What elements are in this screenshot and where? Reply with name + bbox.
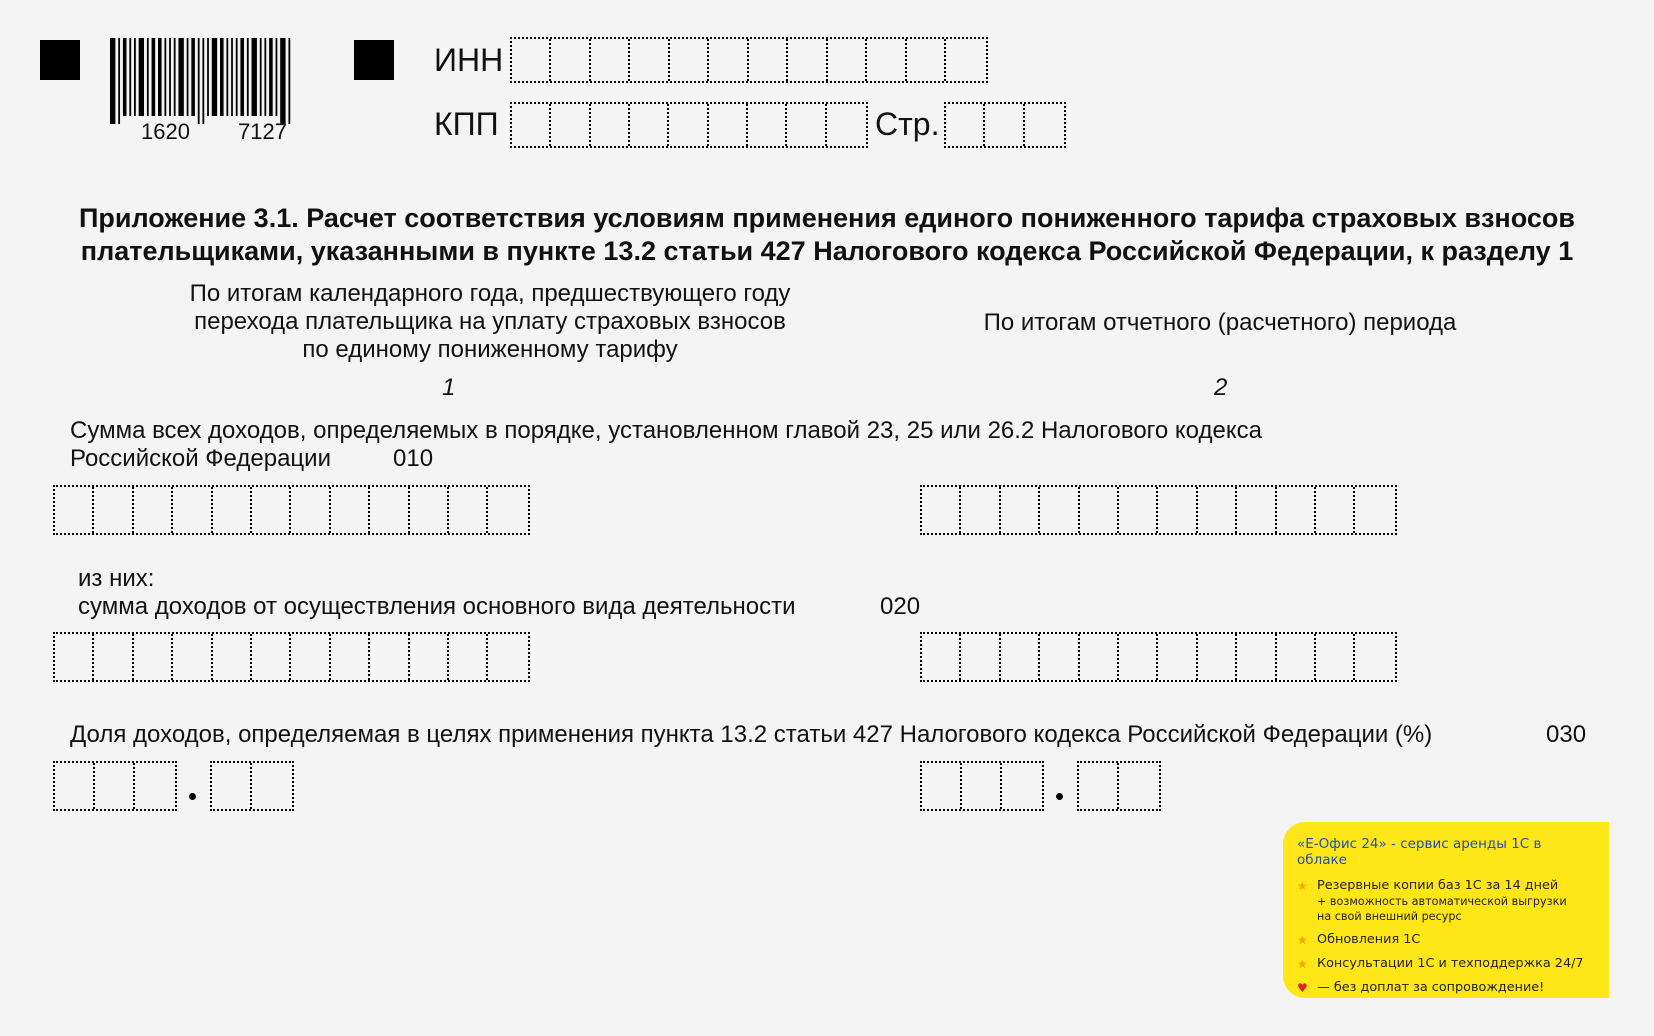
barcode-bar	[198, 38, 200, 124]
char-cell	[212, 763, 252, 809]
char-cell	[449, 487, 488, 533]
barcode-bar	[174, 38, 176, 116]
row-030-column-1-integer-field[interactable]	[53, 761, 177, 811]
barcode-bar	[202, 38, 204, 124]
char-cell	[788, 39, 827, 81]
char-cell	[1355, 634, 1394, 680]
row-010-column-1-field[interactable]	[53, 485, 530, 535]
char-cell	[1119, 487, 1158, 533]
char-cell	[1237, 634, 1276, 680]
char-cell	[749, 39, 788, 81]
barcode-bar	[123, 38, 127, 116]
row-020-intro: из них:	[78, 565, 155, 592]
kpp-label: КПП	[434, 106, 499, 142]
row-030-column-1-fraction-field[interactable]	[210, 761, 294, 811]
inn-field[interactable]	[510, 37, 988, 83]
page-number-field[interactable]	[944, 102, 1066, 148]
char-cell	[867, 39, 906, 81]
char-cell	[591, 39, 630, 81]
ad-item-backups-sub-1: + возможность автоматической выгрузки	[1317, 895, 1567, 908]
char-cell	[488, 634, 527, 680]
ad-banner[interactable]	[1283, 822, 1609, 998]
ad-title: «Е-Офис 24» - сервис аренды 1С в облаке	[1297, 836, 1542, 868]
char-cell	[291, 634, 330, 680]
char-cell	[709, 39, 748, 81]
char-cell	[670, 39, 709, 81]
form-title-line-1: Приложение 3.1. Расчет соответствия условиям применения единого пониженного тарифа страховых взносов	[79, 203, 1575, 233]
char-cell	[907, 39, 946, 81]
char-cell	[488, 487, 527, 533]
char-cell	[1277, 487, 1316, 533]
char-cell	[828, 39, 867, 81]
char-cell	[1237, 487, 1276, 533]
barcode-bar	[231, 38, 233, 116]
char-cell	[1316, 634, 1355, 680]
char-cell	[370, 634, 409, 680]
inn-label: ИНН	[434, 42, 504, 78]
char-cell	[1316, 487, 1355, 533]
row-010-column-2-field[interactable]	[920, 485, 1397, 535]
char-cell	[630, 39, 669, 81]
char-cell	[55, 634, 94, 680]
char-cell	[410, 634, 449, 680]
star-icon: ★	[1297, 957, 1308, 971]
form-title	[40, 202, 1614, 268]
barcode-number-right: 7127	[238, 119, 287, 144]
char-cell	[1119, 634, 1158, 680]
char-cell	[787, 104, 826, 146]
char-cell	[512, 104, 551, 146]
barcode-bar	[139, 38, 144, 116]
ad-item-backups-sub-2: на свой внешний ресурс	[1317, 910, 1462, 923]
barcode-bar	[212, 38, 217, 116]
barcode-bar	[264, 38, 266, 116]
char-cell	[55, 487, 94, 533]
ad-item-backups-text: Резервные копии баз 1С за 14 дней	[1317, 878, 1559, 893]
barcode-bar	[226, 38, 228, 116]
ad-item-updates	[1297, 932, 1595, 948]
column-1-header	[120, 280, 860, 364]
char-cell	[1198, 634, 1237, 680]
barcode-bar	[178, 38, 183, 116]
barcode-bar	[169, 38, 171, 116]
star-icon: ★	[1297, 879, 1308, 893]
heart-icon: ♥	[1297, 981, 1308, 995]
corner-marker-right	[354, 40, 394, 80]
char-cell	[252, 487, 291, 533]
column-1-header-line-2: перехода плательщика на уплату страховых взносов	[194, 308, 786, 335]
char-cell	[1079, 763, 1119, 809]
char-cell	[946, 39, 985, 81]
char-cell	[449, 634, 488, 680]
row-030-code: 030	[1546, 721, 1587, 748]
char-cell	[1080, 487, 1119, 533]
char-cell	[213, 634, 252, 680]
barcode-bar	[260, 38, 262, 116]
char-cell	[1158, 634, 1197, 680]
char-cell	[331, 634, 370, 680]
barcode-bar	[147, 38, 149, 116]
barcode-bar	[240, 38, 244, 116]
barcode-bar	[252, 38, 257, 116]
char-cell	[922, 634, 961, 680]
char-cell	[551, 104, 590, 146]
kpp-field[interactable]	[510, 102, 868, 148]
corner-marker-left	[40, 40, 80, 80]
char-cell	[551, 39, 590, 81]
char-cell	[669, 104, 708, 146]
char-cell	[291, 487, 330, 533]
barcode-bar	[288, 38, 290, 124]
barcode-bar	[236, 38, 238, 116]
char-cell	[512, 39, 551, 81]
column-1-header-line-1: По итогам календарного года, предшествующего году	[189, 280, 791, 307]
page-label: Стр.	[875, 106, 940, 142]
char-cell	[1040, 487, 1079, 533]
char-cell	[709, 104, 748, 146]
barcode-bar	[269, 38, 273, 116]
char-cell	[134, 487, 173, 533]
char-cell	[922, 487, 961, 533]
barcode-bar	[129, 38, 131, 116]
char-cell	[961, 487, 1000, 533]
char-cell	[827, 104, 866, 146]
barcode-bar	[280, 38, 285, 124]
barcode-bar	[276, 38, 278, 116]
star-icon: ★	[1297, 933, 1308, 947]
char-cell	[1040, 634, 1079, 680]
char-cell	[1277, 634, 1316, 680]
char-cell	[55, 763, 95, 809]
char-cell	[410, 487, 449, 533]
barcode-bar	[191, 38, 195, 116]
char-cell	[94, 634, 133, 680]
char-cell	[331, 487, 370, 533]
char-cell	[961, 634, 1000, 680]
row-010-label-line-2: Российской Федерации	[70, 445, 331, 472]
char-cell	[922, 763, 962, 809]
column-1-number: 1	[442, 374, 456, 401]
char-cell	[213, 487, 252, 533]
barcode-bar	[164, 38, 166, 116]
row-020-column-1-field[interactable]	[53, 632, 530, 682]
char-cell	[591, 104, 630, 146]
char-cell	[946, 104, 985, 146]
ad-item-no-fees-text: — без доплат за сопровождение!	[1317, 980, 1545, 995]
char-cell	[173, 634, 212, 680]
form-title-line-2: плательщиками, указанными в пункте 13.2 статьи 427 Налогового кодекса Российской Федерации, к разделу 1	[80, 236, 1574, 266]
char-cell	[962, 763, 1002, 809]
char-cell	[1119, 763, 1159, 809]
row-030-label: Доля доходов, определяемая в целях применения пункта 13.2 статьи 427 Налогового кодекса Российской Федерации (%)	[70, 721, 1433, 748]
char-cell	[135, 763, 175, 809]
column-2-header: По итогам отчетного (расчетного) периода	[983, 309, 1457, 336]
barcode-bar	[158, 38, 162, 116]
char-cell	[252, 763, 292, 809]
barcode-bar	[118, 38, 120, 124]
ad-item-no-fees	[1297, 980, 1595, 996]
row-010-label-line-1: Сумма всех доходов, определяемых в порядке, установленном главой 23, 25 или 26.2 Налогового кодекса	[70, 417, 1262, 444]
char-cell	[370, 487, 409, 533]
row-030-column-2-decimal-point	[1056, 793, 1063, 800]
row-020-column-2-field[interactable]	[920, 632, 1397, 682]
char-cell	[748, 104, 787, 146]
char-cell	[173, 487, 212, 533]
char-cell	[630, 104, 669, 146]
char-cell	[94, 487, 133, 533]
barcode-bar	[134, 38, 136, 116]
barcode-number-left: 1620	[141, 119, 190, 144]
char-cell	[1198, 487, 1237, 533]
row-010-code: 010	[393, 445, 434, 472]
row-020-label: сумма доходов от осуществления основного вида деятельности	[78, 593, 796, 620]
barcode-bar	[207, 38, 209, 116]
ad-item-support	[1297, 956, 1595, 972]
ad-item-backups	[1297, 878, 1595, 924]
barcode-bar	[220, 38, 224, 116]
row-020-code: 020	[880, 593, 921, 620]
row-010-label	[70, 417, 1262, 473]
column-2-number: 2	[1214, 374, 1228, 401]
char-cell	[1158, 487, 1197, 533]
barcode-bar	[187, 38, 189, 116]
row-030-column-1-decimal-point	[189, 793, 196, 800]
barcode	[110, 38, 325, 124]
row-030-column-2-integer-field[interactable]	[920, 761, 1044, 811]
barcode-bar	[110, 38, 115, 124]
char-cell	[134, 634, 173, 680]
barcode-bar	[152, 38, 156, 116]
char-cell	[1355, 487, 1394, 533]
char-cell	[1002, 763, 1042, 809]
barcode-bar	[247, 38, 249, 116]
ad-item-updates-text: Обновления 1С	[1317, 932, 1421, 947]
ad-item-support-text: Консультации 1С и техподдержка 24/7	[1317, 956, 1584, 971]
char-cell	[252, 634, 291, 680]
char-cell	[1080, 634, 1119, 680]
char-cell	[95, 763, 135, 809]
char-cell	[1025, 104, 1064, 146]
column-1-header-line-3: по единому пониженному тарифу	[302, 336, 678, 363]
char-cell	[985, 104, 1024, 146]
row-030-column-2-fraction-field[interactable]	[1077, 761, 1161, 811]
char-cell	[1001, 487, 1040, 533]
char-cell	[1001, 634, 1040, 680]
